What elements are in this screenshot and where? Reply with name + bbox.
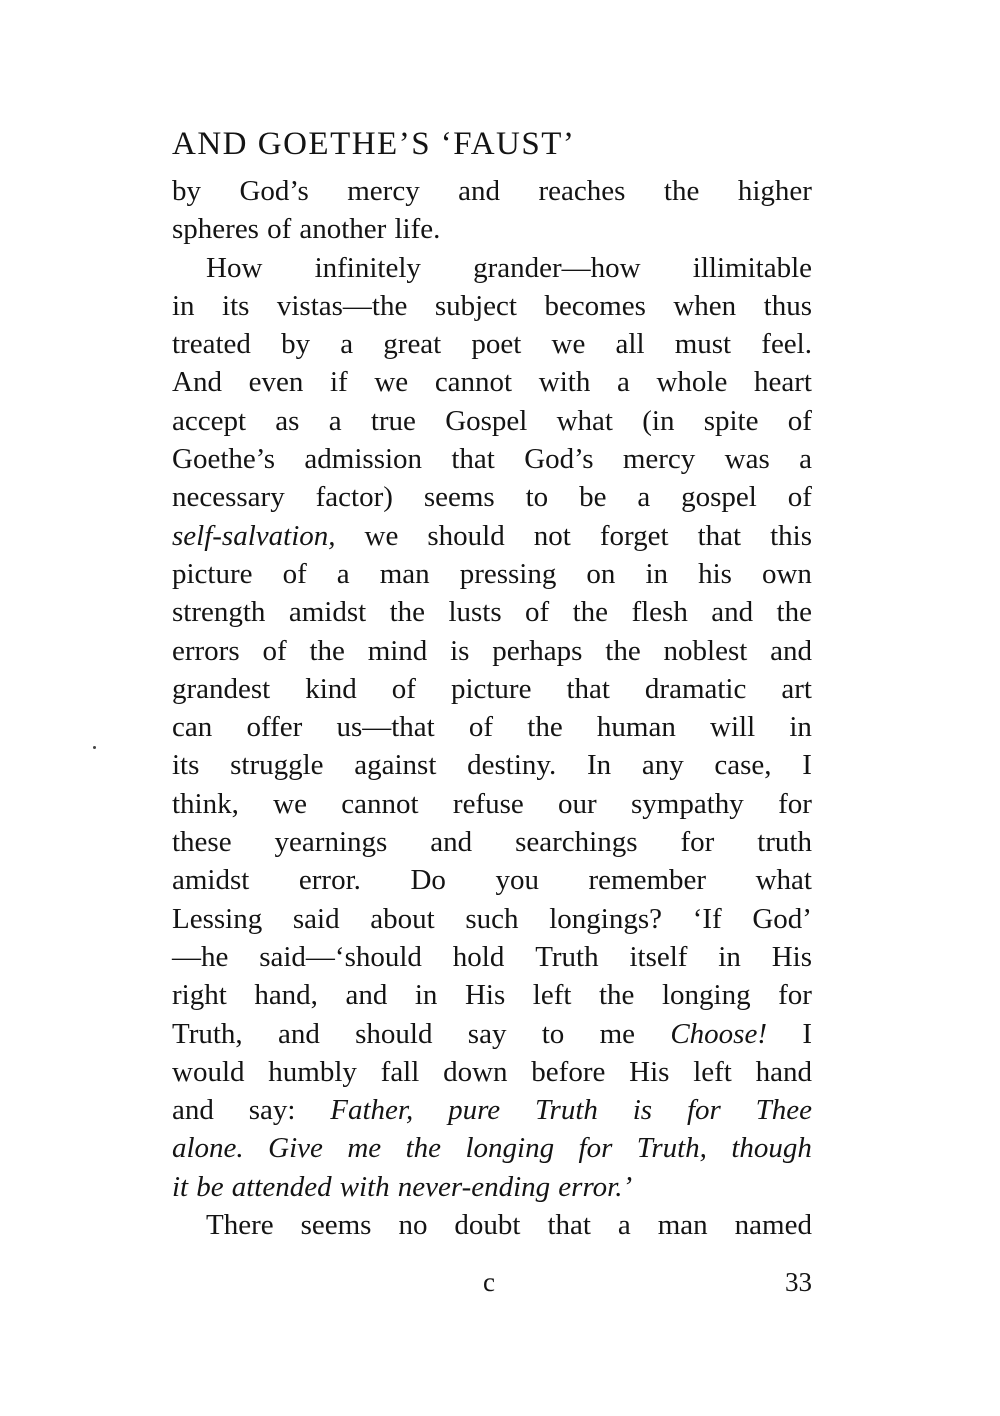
word: by	[281, 328, 311, 361]
word: for	[578, 1132, 613, 1165]
word: the	[605, 634, 641, 667]
text-line	[172, 1053, 812, 1091]
word: Give	[268, 1132, 323, 1165]
word: ‘If	[692, 902, 722, 935]
word: and	[711, 596, 754, 629]
word: In	[586, 749, 612, 782]
word: error.	[298, 864, 361, 897]
word: it	[172, 1170, 189, 1203]
word: that	[547, 1209, 591, 1242]
word: picture	[450, 672, 532, 705]
word: Gospel	[445, 404, 528, 437]
word: self-salvation,	[172, 519, 336, 552]
word: and	[345, 979, 388, 1012]
text-line	[172, 402, 812, 440]
word: life.	[394, 213, 441, 246]
word: lusts	[448, 596, 502, 629]
word: seems	[423, 481, 495, 514]
word: case,	[714, 749, 772, 782]
word: though	[731, 1132, 812, 1165]
word: pressing	[459, 557, 557, 590]
word: spheres	[172, 213, 259, 246]
word: these	[172, 826, 232, 859]
word: necessary	[172, 481, 285, 514]
word: a	[799, 443, 812, 476]
word: God’s	[239, 175, 309, 207]
word: Truth,	[636, 1132, 707, 1165]
word: offer	[246, 711, 303, 744]
word: the	[405, 1132, 442, 1165]
word: before	[531, 1055, 606, 1088]
word: perhaps	[492, 634, 583, 667]
text-line	[172, 632, 812, 670]
word: in	[645, 557, 669, 590]
word: down	[443, 1055, 508, 1088]
signature-mark: c	[483, 1267, 495, 1297]
word: accept	[172, 404, 247, 437]
word: the	[527, 711, 563, 744]
word: Truth	[535, 940, 599, 973]
word: against	[354, 749, 437, 782]
word: me	[347, 1132, 382, 1165]
word: spite	[703, 404, 759, 437]
word: cannot	[341, 787, 419, 820]
text-line	[172, 210, 812, 248]
word: alone.	[172, 1132, 244, 1165]
word: Truth,	[172, 1017, 243, 1050]
word: left	[693, 1055, 732, 1088]
word: say:	[248, 1094, 296, 1127]
word: treated	[172, 328, 251, 361]
word: yearnings	[274, 826, 388, 859]
word: hold	[452, 940, 505, 973]
word: not	[533, 519, 571, 552]
word: named	[734, 1209, 812, 1242]
word: His	[464, 979, 506, 1012]
word: what	[556, 404, 613, 437]
word: heart	[754, 366, 812, 399]
word: when	[673, 289, 737, 322]
word: thus	[763, 289, 812, 322]
word: destiny.	[467, 749, 557, 782]
word: How	[206, 251, 263, 284]
word: And	[172, 366, 222, 399]
word: longing	[465, 1132, 555, 1165]
word: admission	[304, 443, 423, 476]
word: even	[248, 366, 304, 399]
word: a	[637, 481, 651, 514]
text-line	[172, 363, 812, 401]
word: with	[339, 1170, 390, 1203]
ink-speck	[93, 746, 96, 749]
text-line	[172, 517, 812, 555]
word: must	[674, 328, 732, 361]
word: its	[172, 749, 200, 782]
word: illimitable	[692, 251, 812, 284]
word: on	[586, 557, 616, 590]
word: I	[802, 1017, 812, 1050]
word: sympathy	[631, 787, 744, 820]
word: feel.	[761, 328, 812, 361]
word: will	[710, 711, 756, 744]
word: art	[781, 672, 812, 705]
word: a	[617, 1209, 631, 1242]
text-line	[172, 1015, 812, 1053]
word: be	[579, 481, 607, 514]
word: think,	[172, 787, 239, 820]
word: you	[495, 864, 539, 897]
word: the	[572, 596, 609, 629]
word: is	[450, 634, 470, 667]
word: said—‘should	[259, 940, 422, 973]
word: gospel	[681, 481, 757, 514]
word: a	[340, 328, 354, 361]
word: as	[275, 404, 300, 437]
word: about	[370, 902, 435, 935]
text-line	[172, 746, 812, 784]
word: all	[615, 328, 645, 361]
text-line	[172, 1129, 812, 1167]
word: I	[802, 749, 812, 782]
word: of	[787, 404, 812, 437]
word: to	[541, 1017, 565, 1050]
word: error.’	[558, 1170, 633, 1203]
word: is	[632, 1094, 653, 1127]
word: and	[277, 1017, 320, 1050]
word: factor)	[315, 481, 393, 514]
word: human	[596, 711, 676, 744]
word: itself	[629, 940, 688, 973]
word: fall	[380, 1055, 420, 1088]
word: of	[262, 634, 287, 667]
word: for	[778, 787, 812, 820]
word: to	[525, 481, 549, 514]
word: of	[282, 557, 307, 590]
word: for	[680, 826, 715, 859]
word: the	[389, 596, 426, 629]
page-footer	[172, 1262, 812, 1302]
word: of	[267, 213, 292, 246]
word: this	[770, 519, 812, 552]
text-line	[172, 325, 812, 363]
word: right	[172, 979, 227, 1012]
text-line	[172, 593, 812, 631]
word: said	[292, 902, 340, 935]
page-number: 33	[785, 1267, 812, 1297]
word: errors	[172, 634, 240, 667]
word: his	[698, 557, 732, 590]
word: any	[641, 749, 684, 782]
word: grandest	[172, 672, 271, 705]
word: and	[458, 175, 501, 207]
word: Father,	[330, 1094, 414, 1127]
word: hand	[755, 1055, 812, 1088]
word: dramatic	[644, 672, 747, 705]
word: should	[355, 1017, 433, 1050]
word: the	[309, 634, 345, 667]
word: subject	[434, 289, 517, 322]
text-line	[172, 823, 812, 861]
word: should	[427, 519, 505, 552]
word: flesh	[631, 596, 688, 629]
word: strength	[172, 596, 266, 629]
word: a	[328, 404, 342, 437]
word: longing	[661, 979, 751, 1012]
word: noblest	[663, 634, 748, 667]
word: vistas—the	[276, 289, 408, 322]
text-line	[172, 287, 812, 325]
word: picture	[172, 557, 253, 590]
text-line	[172, 478, 812, 516]
word: we	[374, 366, 409, 399]
word: we	[364, 519, 399, 552]
word: man	[379, 557, 430, 590]
word: whole	[656, 366, 728, 399]
running-header: AND GOETHE’S ‘FAUST’	[172, 126, 576, 162]
word: of	[391, 672, 416, 705]
word: in	[172, 289, 195, 322]
word: doubt	[454, 1209, 521, 1242]
word: pure	[448, 1094, 501, 1127]
word: forget	[599, 519, 669, 552]
word: us—that	[336, 711, 435, 744]
word: Thee	[755, 1094, 812, 1127]
word: mercy	[622, 443, 696, 476]
word: man	[657, 1209, 708, 1242]
text-line	[172, 938, 812, 976]
word: There	[206, 1209, 274, 1242]
word: mercy	[347, 175, 420, 207]
text-line	[172, 249, 812, 287]
word: be	[196, 1170, 224, 1203]
word: Lessing	[172, 902, 263, 935]
word: God’s	[524, 443, 594, 476]
word: we	[273, 787, 307, 820]
word: by	[172, 175, 201, 207]
word: the	[663, 175, 700, 207]
word: another	[299, 213, 387, 246]
word: we	[551, 328, 586, 361]
word: Choose!	[670, 1017, 768, 1050]
word: searchings	[515, 826, 638, 859]
word: its	[222, 289, 250, 322]
word: with	[538, 366, 591, 399]
word: can	[172, 711, 213, 744]
word: the	[598, 979, 635, 1012]
word: reaches	[538, 175, 626, 207]
word: of	[468, 711, 494, 744]
text-line	[172, 1091, 812, 1129]
text-line	[172, 900, 812, 938]
word: of	[525, 596, 550, 629]
word: and	[172, 1094, 214, 1127]
word: me	[599, 1017, 636, 1050]
text-line	[172, 172, 812, 210]
text-line	[172, 861, 812, 899]
word: our	[558, 787, 597, 820]
word: true	[370, 404, 416, 437]
word: amidst	[172, 864, 250, 897]
word: His	[629, 1055, 670, 1088]
word: no	[398, 1209, 428, 1242]
word: amidst	[288, 596, 367, 629]
word: in	[718, 940, 741, 973]
word: would	[172, 1055, 245, 1088]
text-line	[172, 670, 812, 708]
word: for	[686, 1094, 721, 1127]
word: higher	[737, 175, 812, 207]
word: His	[771, 940, 812, 973]
word: grander—how	[473, 251, 641, 284]
word: Do	[410, 864, 446, 897]
word: that	[566, 672, 610, 705]
word: struggle	[230, 749, 324, 782]
word: Goethe’s	[172, 443, 276, 476]
word: say	[467, 1017, 507, 1050]
word: kind	[305, 672, 357, 705]
word: cannot	[434, 366, 513, 399]
word: mind	[367, 634, 428, 667]
word: own	[761, 557, 812, 590]
word: poet	[471, 328, 522, 361]
word: truth	[757, 826, 812, 859]
text-line	[172, 1168, 812, 1206]
word: attended	[231, 1170, 332, 1203]
word: remember	[588, 864, 707, 897]
body-text	[172, 172, 812, 1244]
word: God’	[752, 902, 812, 935]
word: such	[465, 902, 519, 935]
word: was	[724, 443, 770, 476]
word: and	[430, 826, 473, 859]
text-line	[172, 1206, 812, 1244]
word: becomes	[544, 289, 646, 322]
word: —he	[172, 940, 229, 973]
word: great	[383, 328, 442, 361]
text-line	[172, 976, 812, 1014]
word: that	[697, 519, 742, 552]
text-line	[172, 440, 812, 478]
text-line	[172, 708, 812, 746]
text-line	[172, 785, 812, 823]
word: seems	[300, 1209, 372, 1242]
word: hand,	[254, 979, 318, 1012]
word: that	[451, 443, 495, 476]
text-line	[172, 555, 812, 593]
word: of	[787, 481, 812, 514]
word: in	[414, 979, 438, 1012]
word: what	[755, 864, 812, 897]
word: refuse	[452, 787, 524, 820]
word: in	[789, 711, 812, 744]
word: and	[770, 634, 812, 667]
word: never-ending	[397, 1170, 551, 1203]
word: humbly	[268, 1055, 357, 1088]
word: (in	[642, 404, 675, 437]
word: for	[778, 979, 812, 1012]
word: if	[329, 366, 348, 399]
word: Truth	[535, 1094, 598, 1127]
word: a	[616, 366, 630, 399]
word: the	[776, 596, 812, 629]
word: longings?	[549, 902, 663, 935]
word: infinitely	[314, 251, 421, 284]
word: left	[532, 979, 572, 1012]
word: a	[336, 557, 350, 590]
